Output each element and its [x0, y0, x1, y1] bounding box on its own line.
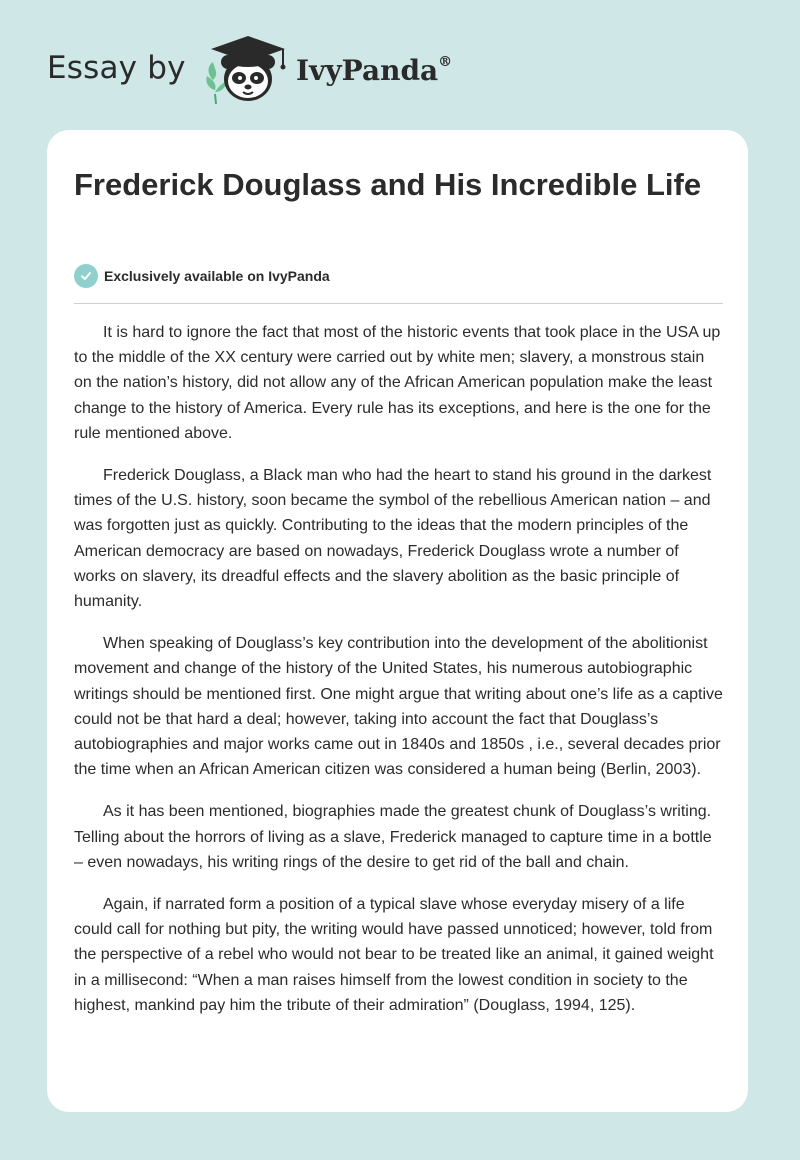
check-circle-icon [74, 264, 98, 288]
essay-by-label: Essay by [47, 50, 186, 86]
site-header [47, 32, 547, 112]
paragraph: It is hard to ignore the fact that most of the historic events that took place in the USA up to the middle of the XX century were carried out by white men; slavery, a monstrous stain on the nation’s history, did not allow any of the African American population make the least change to the history of America. Every rule has its exceptions, and here is the one for the rule mentioned above. [74, 324, 721, 442]
registered-mark: ® [438, 53, 453, 70]
panda-graduate-logo-icon[interactable] [203, 32, 293, 108]
badge-text: Exclusively available on IvyPanda [104, 268, 330, 284]
paragraph: Again, if narrated form a position of a typical slave whose everyday misery of a life could call for nothing but pity, the writing would have passed unnoticed; however, told from the perspective of a rebel who would not bear to be treated like an animal, it gained weight in a millisecond: “When a man raises himself from the lowest condition in society to the highest, mankind pay him the tribute of their admiration” (Douglass, 1994, 125). [74, 896, 714, 1014]
brand-name-text: IvyPanda [296, 54, 439, 87]
brand-name[interactable] [296, 54, 452, 87]
exclusive-badge [74, 263, 330, 289]
paragraph: As it has been mentioned, biographies made the greatest chunk of Douglass’s writing. Telling about the horrors of living as a slave, Frederick managed to capture time in a bottle – even nowadays, his writing rings of the desire to get rid of the ball and chain. [74, 803, 712, 871]
essay-body [74, 320, 724, 1035]
paragraph: Frederick Douglass, a Black man who had the heart to stand his ground in the darkest times of the U.S. history, soon became the symbol of the rebellious American nation – and was forgotten just as quickly. Contributing to the ideas that the modern principles of the American democracy are based on nowadays, Frederick Douglass wrote a number of works on slavery, its dreadful effects and the slavery abolition as the basic principle of humanity. [74, 467, 712, 611]
page-title: Frederick Douglass and His Incredible Life [74, 167, 702, 202]
paragraph: When speaking of Douglass’s key contribution into the development of the abolitionist movement and change of the history of the United States, his numerous autobiographic writings should be mentioned first. One might argue that writing about one’s life as a captive could not be that hard a deal; however, taking into account the fact that Douglass’s autobiographies and major works came out in 1840s and 1850s , i.e., several decades prior the time when an African American citizen was considered a human being (Berlin, 2003). [74, 635, 723, 779]
divider [74, 303, 723, 304]
essay-card [47, 130, 748, 1112]
